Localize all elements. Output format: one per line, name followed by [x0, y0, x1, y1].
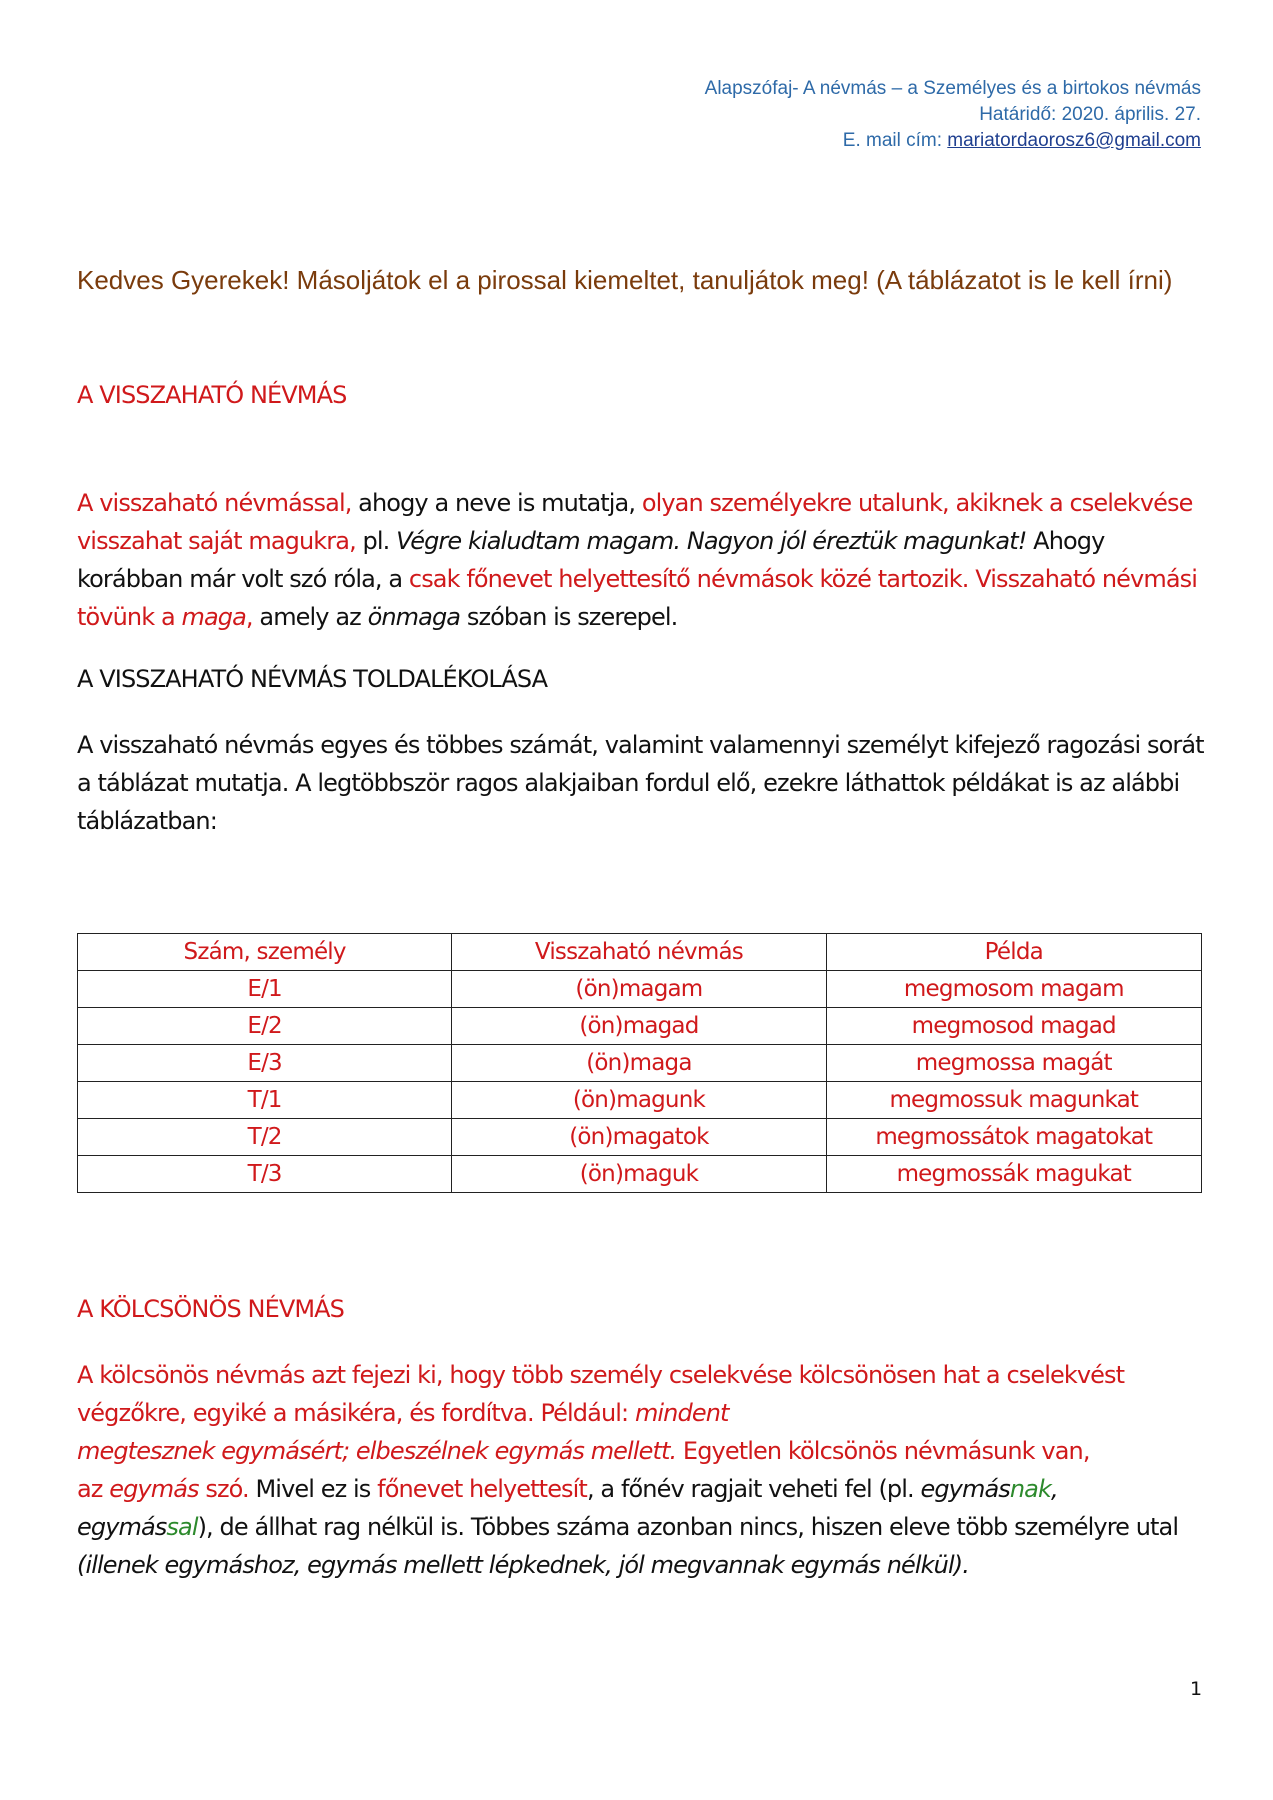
- table-cell: (ön)magam: [452, 971, 826, 1008]
- intro-instruction: Kedves Gyerekek! Másoljátok el a pirossal kiemeltet, tanuljátok meg! (A táblázatot is le kell írni): [77, 265, 1173, 295]
- table-cell: megmossák magukat: [826, 1156, 1201, 1193]
- suffix-highlight: sal: [166, 1513, 198, 1541]
- example-italic: egymás: [77, 1513, 167, 1541]
- example-italic: maga: [181, 603, 246, 631]
- text-span: szóban is szerepel.: [460, 603, 678, 631]
- header-deadline: Határidő: 2020. április. 27.: [979, 104, 1201, 125]
- table-cell: T/2: [78, 1119, 452, 1156]
- example-italic: egymás: [109, 1475, 199, 1503]
- email-label: E. mail cím:: [842, 130, 948, 151]
- table-cell: (ön)maguk: [452, 1156, 826, 1193]
- document-header: [705, 76, 1201, 154]
- column-header: Példa: [826, 934, 1201, 971]
- reflexive-paragraph: [77, 484, 1207, 636]
- table-row: [78, 1082, 1202, 1119]
- table-cell: megmossa magát: [826, 1045, 1201, 1082]
- column-header: Visszaható névmás: [452, 934, 826, 971]
- section-heading-reflexive: A VISSZAHATÓ NÉVMÁS: [77, 381, 347, 409]
- text-span: , a főnév ragjait veheti fel (pl.: [586, 1475, 921, 1503]
- text-span: ,: [1051, 1475, 1058, 1503]
- table-cell: E/2: [78, 1008, 452, 1045]
- section-heading-reciprocal: A KÖLCSÖNÖS NÉVMÁS: [77, 1295, 345, 1323]
- text-span: az: [77, 1475, 110, 1503]
- page-number: 1: [1190, 1678, 1203, 1700]
- table-cell: T/1: [78, 1082, 452, 1119]
- header-title: Alapszófaj- A névmás – a Személyes és a birtokos névmás: [704, 78, 1201, 99]
- text-span: pl.: [355, 527, 397, 555]
- text-span: olyan személyekre utalunk, akiknek a cselekvése visszahat saját magukra,: [77, 489, 1193, 555]
- table-row: [78, 1045, 1202, 1082]
- table-row: [78, 1008, 1202, 1045]
- text-span: A kölcsönös névmás azt fejezi ki, hogy több személy cselekvése kölcsönösen hat a cselekvést végzőkre, egyiké a másikéra, és fordítva. Például:: [77, 1361, 1125, 1427]
- example-italic: (illenek egymáshoz, egymás mellett lépkednek, jól megvannak egymás nélkül).: [77, 1551, 969, 1579]
- text-span: Mivel ez is: [248, 1475, 378, 1503]
- text-span: csak főnevet helyettesítő névmások közé tartozik. Visszaható névmási tövünk a: [77, 565, 1197, 631]
- table-cell: (ön)magatok: [452, 1119, 826, 1156]
- email-link[interactable]: mariatordaorosz6@gmail.com: [947, 130, 1201, 151]
- table-cell: megmossuk magunkat: [826, 1082, 1201, 1119]
- table-cell: (ön)magad: [452, 1008, 826, 1045]
- example-italic: megtesznek egymásért; elbeszélnek egymás mellett.: [77, 1437, 677, 1465]
- table-cell: megmosom magam: [826, 971, 1201, 1008]
- suffixing-paragraph: A visszaható névmás egyes és többes számát, valamint valamennyi személyt kifejező ragozási sorát a táblázat mutatja. A legtöbbször ragos alakjaiban fordul elő, ezekre láthattok példákat is az alábbi táblázatban:: [77, 731, 1204, 835]
- text-span: főnevet helyettesít: [377, 1475, 587, 1503]
- example-italic: önmaga: [367, 603, 461, 631]
- table-cell: megmossátok magatokat: [826, 1119, 1201, 1156]
- text-span: szó.: [198, 1475, 249, 1503]
- table-cell: E/1: [78, 971, 452, 1008]
- table-cell: (ön)magunk: [452, 1082, 826, 1119]
- column-header: Szám, személy: [78, 934, 452, 971]
- text-span: ,: [245, 603, 253, 631]
- table-cell: T/3: [78, 1156, 452, 1193]
- table-header-row: [78, 934, 1202, 971]
- example-italic: mindent: [634, 1399, 729, 1427]
- example-italic: Végre kialudtam magam. Nagyon jól éreztük magunkat!: [396, 527, 1027, 555]
- text-span: Ahogy korábban már volt szó róla, a: [77, 527, 1105, 593]
- reflexive-pronoun-table: [77, 933, 1202, 1193]
- header-email-line: [705, 128, 1201, 154]
- section-heading-suffixing: A VISSZAHATÓ NÉVMÁS TOLDALÉKOLÁSA: [77, 665, 548, 693]
- text-span: A visszaható névmással,: [77, 489, 352, 517]
- table-row: [78, 971, 1202, 1008]
- text-span: ), de állhat rag nélkül is. Többes száma azonban nincs, hiszen eleve több személyre utal: [197, 1513, 1179, 1541]
- text-span: amely az: [252, 603, 368, 631]
- text-span: Egyetlen kölcsönös névmásunk van,: [676, 1437, 1090, 1465]
- table-cell: (ön)maga: [452, 1045, 826, 1082]
- table-cell: megmosod magad: [826, 1008, 1201, 1045]
- table-cell: E/3: [78, 1045, 452, 1082]
- table-row: [78, 1119, 1202, 1156]
- text-span: ahogy a neve is mutatja,: [351, 489, 642, 517]
- table-row: [78, 1156, 1202, 1193]
- reciprocal-paragraph: [77, 1356, 1227, 1584]
- example-italic: egymás: [920, 1475, 1010, 1503]
- suffix-highlight: nak: [1009, 1475, 1051, 1503]
